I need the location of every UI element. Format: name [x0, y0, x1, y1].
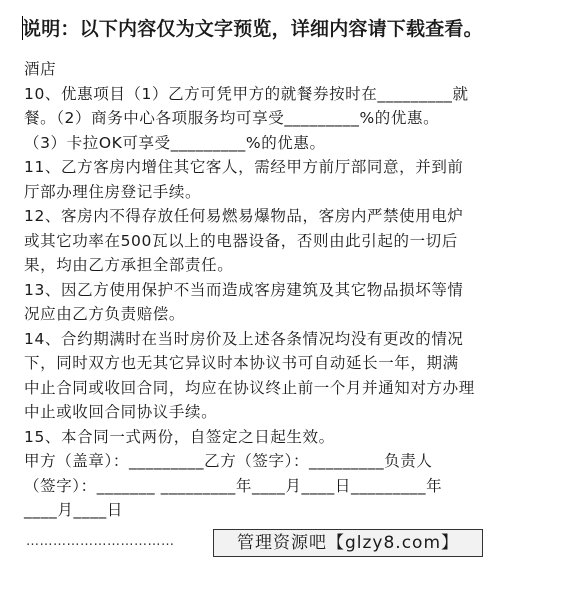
dotted-leader: ……………………………: [26, 534, 175, 549]
doc-line: 厅部办理住房登记手续。: [24, 182, 202, 201]
doc-line: （3）卡拉OK可享受_________%的优惠。: [24, 133, 326, 152]
doc-line: 10、优惠项目（1）乙方可凭甲方的就餐券按时在_________就: [24, 84, 469, 103]
doc-line: 酒店: [24, 60, 57, 78]
doc-line: 11、乙方客房内增住其它客人，需经甲方前厅部同意，并到前: [24, 158, 464, 176]
doc-line: 中止或收回合同协议手续。: [24, 403, 218, 421]
site-banner[interactable]: 管理资源吧【glzy8.com】: [213, 529, 483, 557]
doc-line: ____月____日: [24, 501, 124, 519]
doc-line: （签字）：_______ _________年____月____日_________年: [24, 476, 443, 495]
doc-line: 况应由乙方负责赔偿。: [24, 305, 186, 323]
doc-line: 下，同时双方也无其它异议时本协议书可自动延长一年，期满: [24, 354, 459, 372]
doc-line: 果，均由乙方承担全部责任。: [24, 256, 234, 274]
doc-line: 12、客房内不得存放任何易燃易爆物品，客房内严禁使用电炉: [24, 207, 464, 225]
doc-line: 14、合约期满时在当时房价及上述各条情况均没有更改的情况: [24, 329, 464, 348]
doc-line: 甲方（盖章）：_________乙方（签字）：_________负责人: [24, 452, 433, 470]
doc-line: 15、本合同一式两份，自签定之日起生效。: [24, 427, 335, 446]
doc-line: 13、因乙方使用保护不当而造成客房建筑及其它物品损坏等情: [24, 280, 464, 299]
contract-body: [24, 57, 558, 523]
doc-line: 或其它功率在500瓦以上的电器设备，否则由此引起的一切后: [24, 231, 458, 250]
doc-line: 中止合同或收回合同，均应在协议终止前一个月并通知对方办理: [24, 378, 475, 397]
preview-notice: 说明：以下内容仅为文字预览，详细内容请下载查看。: [22, 18, 483, 40]
doc-line: 餐。（2）商务中心各项服务均可享受_________%的优惠。: [24, 109, 440, 127]
